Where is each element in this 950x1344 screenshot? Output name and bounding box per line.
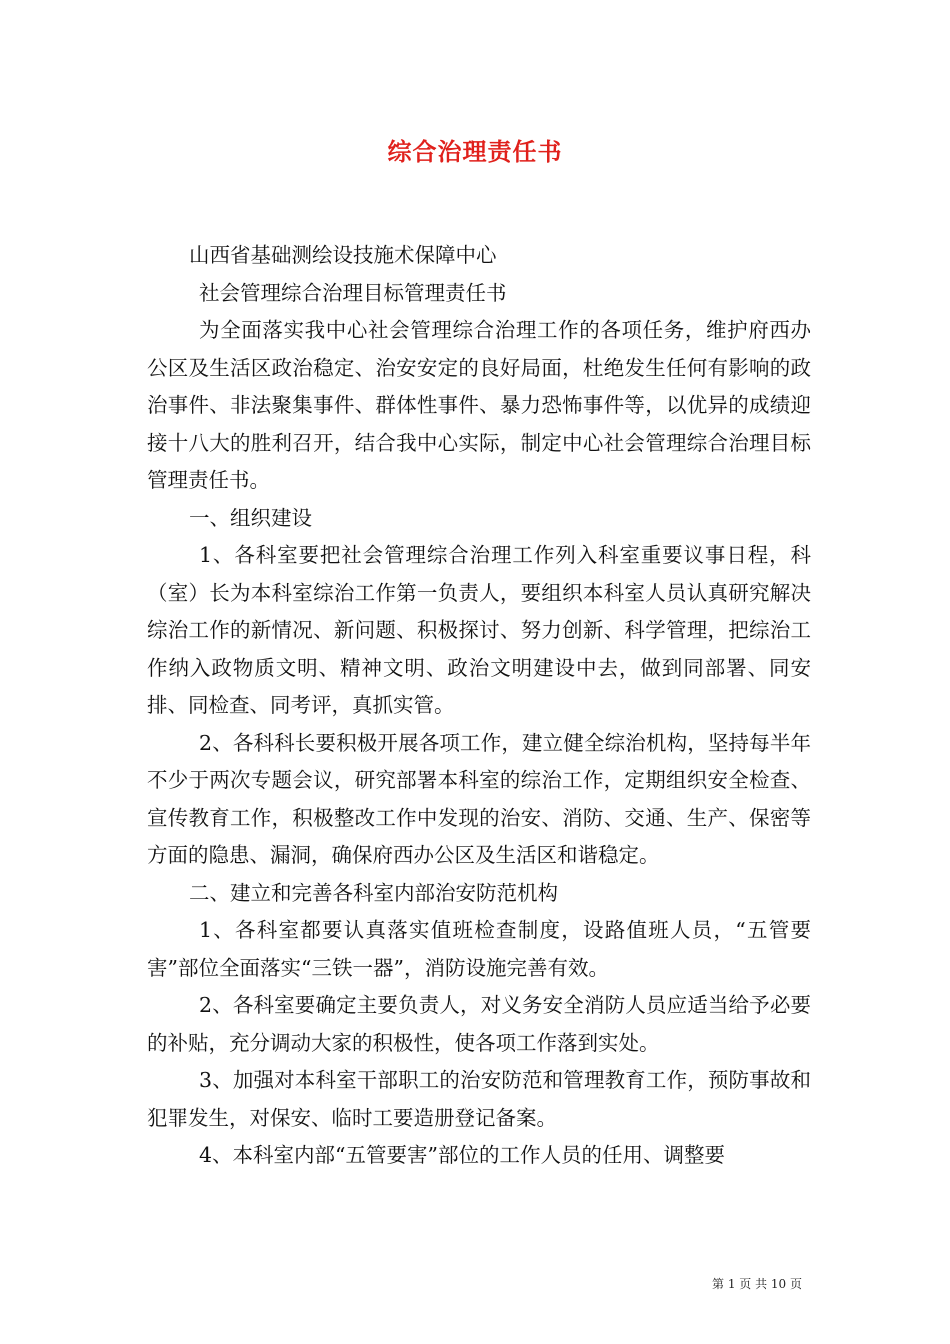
section-1-item-1: 1、各科室要把社会管理综合治理工作列入科室重要议事日程，科（室）长为本科室综治工作第一负责人，要组织本科室人员认真研究解决综治工作的新情况、新问题、积极探讨、努力创新、科学管理，把综治工作纳入政物质文明、精神文明、政治文明建设中去，做到同部署、同安排、同检查、同考评，真抓实管。 [147, 543, 811, 717]
section-2-item-2: 2、各科室要确定主要负责人，对义务安全消防人员应适当给予必要的补贴，充分调动大家的积极性，使各项工作落到实处。 [147, 993, 811, 1055]
document-body [147, 237, 811, 1175]
section-2-item-3: 3、加强对本科室干部职工的治安防范和管理教育工作，预防事故和犯罪发生，对保安、临时工要造册登记备案。 [147, 1068, 811, 1130]
org-name-line: 山西省基础测绘设技施术保障中心 [189, 243, 497, 267]
section-heading-2: 二、建立和完善各科室内部治安防范机构 [189, 880, 558, 905]
page-number-footer: 第 1 页 共 10 页 [712, 1277, 802, 1291]
section-heading-1: 一、组织建设 [189, 505, 312, 530]
section-2-item-4: 4、本科室内部“五管要害”部位的工作人员的任用、调整要 [199, 1143, 726, 1167]
section-2-item-1: 1、各科室都要认真落实值班检查制度，设路值班人员，“五管要害”部位全面落实“三铁一器”，消防设施完善有效。 [147, 918, 811, 980]
doc-subtitle-line: 社会管理综合治理目标管理责任书 [199, 280, 507, 305]
document-title: 综合治理责任书 [387, 137, 563, 166]
section-1-item-2: 2、各科科长要积极开展各项工作，建立健全综治机构，坚持每半年不少于两次专题会议，研究部署本科室的综治工作，定期组织安全检查、宣传教育工作，积极整改工作中发现的治安、消防、交通、生产、保密等方面的隐患、漏洞，确保府西办公区及生活区和谐稳定。 [147, 730, 811, 867]
intro-paragraph: 为全面落实我中心社会管理综合治理工作的各项任务，维护府西办公区及生活区政治稳定、治安安定的良好局面，杜绝发生任何有影响的政治事件、非法聚集事件、群体性事件、暴力恐怖事件等，以优异的成绩迎接十八大的胜利召开，结合我中心实际，制定中心社会管理综合治理目标管理责任书。 [147, 318, 811, 492]
